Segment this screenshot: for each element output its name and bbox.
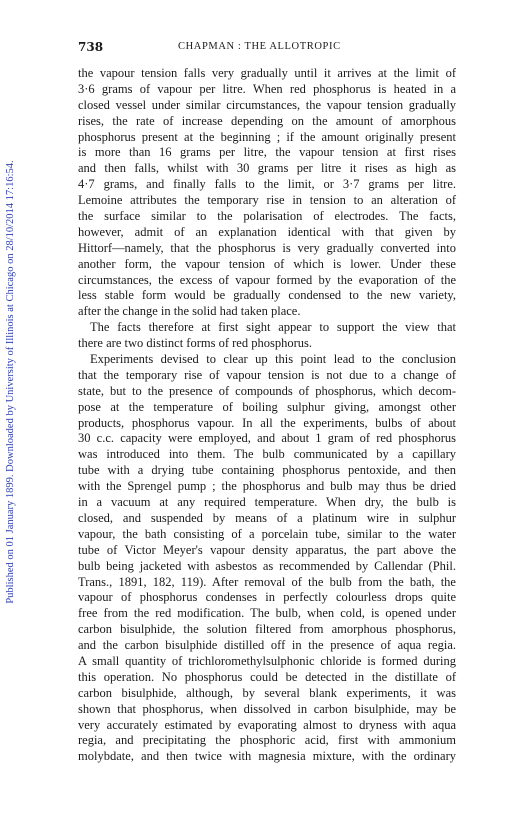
text-line: free from the red modification. The bulb, when cold, is opened under xyxy=(78,606,456,621)
text-line: however, admit of an explanation identical with that given by xyxy=(78,224,456,239)
page-header xyxy=(78,40,456,56)
text-line: and the carbon bisulphide distilled off in the presence of aqua regia. xyxy=(78,638,456,653)
text-line: molybdate, and then twice with magnesia mixture, with the ordinary xyxy=(78,749,456,764)
text-line: Hittorf—namely, that the phosphorus is very gradually converted into xyxy=(78,240,456,255)
text-line: 4·7 grams, and finally falls to the limit, or 3·7 grams per litre. xyxy=(78,177,456,192)
text-line: 30 c.c. capacity were employed, and about 1 gram of red phosphorus xyxy=(78,431,456,446)
paragraph-start-line: The facts therefore at first sight appear to support the view that xyxy=(90,320,456,335)
text-line: bulb being jacketed with asbestos as recommended by Callendar (Phil. xyxy=(78,558,456,573)
text-line: very accurately estimated by evaporating almost to dryness with aqua xyxy=(78,717,456,732)
text-line: closed vessel under similar circumstances, the vapour tension gradually xyxy=(78,97,456,112)
text-line: this operation. No phosphorus could be detected in the distillate of xyxy=(78,669,456,684)
text-line: that the temporary rise of vapour tension is not due to a change of xyxy=(78,367,456,382)
page-number: 738 xyxy=(78,40,104,54)
body-text xyxy=(78,66,456,765)
text-line: the surface similar to the polarisation of electrodes. The facts, xyxy=(78,209,456,224)
text-line: and then falls, whilst with 30 grams per litre it rises as high as xyxy=(78,161,456,176)
text-line: 3·6 grams of vapour per litre. When red phosphorus is heated in a xyxy=(78,81,456,96)
text-line: less stable form would be gradually condensed to the new variety, xyxy=(78,288,456,303)
text-line: shown that phosphorus, when dissolved in carbon bisulphide, may be xyxy=(78,701,456,716)
text-line: with the Sprengel pump ; the phosphorus and bulb may thus be dried xyxy=(78,479,456,494)
text-line: was introduced into them. The bulb communicated by a capillary xyxy=(78,447,456,462)
text-line: regia, and precipitating the phosphoric acid, first with ammonium xyxy=(78,733,456,748)
download-watermark xyxy=(4,62,18,702)
download-watermark-text: Published on 01 January 1899. Downloaded by University of Illinois at Chicago on 28/10/2014 17:16:54. xyxy=(5,160,16,604)
text-line: pose at the temperature of boiling sulphur giving, amongst other xyxy=(78,399,456,414)
text-line: there are two distinct forms of red phosphorus. xyxy=(78,336,312,351)
text-line: tube with a drying tube containing phosphorus pentoxide, and then xyxy=(78,463,456,478)
paragraph-start-line: Experiments devised to clear up this point lead to the conclusion xyxy=(90,352,456,367)
text-line: is more than 16 grams per litre, the vapour tension at first rises xyxy=(78,145,456,160)
text-line: products, phosphorus vapour. In all the experiments, bulbs of about xyxy=(78,415,456,430)
text-line: state, but to the presence of compounds of phosphorus, which decom- xyxy=(78,383,456,398)
text-line: closed, and suspended by means of a platinum wire in sulphur xyxy=(78,510,456,525)
text-line: vapour of phosphorus condenses in perfectly colourless drops quite xyxy=(78,590,456,605)
text-line: rises, the rate of increase depending on the amount of amorphous xyxy=(78,113,456,128)
text-line: carbon bisulphide, although, by several blank experiments, it was xyxy=(78,685,456,700)
text-line: phosphorus present at the beginning ; if the amount originally present xyxy=(78,129,456,144)
text-line: Trans., 1891, 182, 119). After removal of the bulb from the bath, the xyxy=(78,574,456,589)
text-line: tube of Victor Meyer's vapour density apparatus, the part above the xyxy=(78,542,456,557)
text-line: the vapour tension falls very gradually until it arrives at the limit of xyxy=(78,66,456,80)
text-line: circumstances, the excess of vapour formed by the evaporation of the xyxy=(78,272,456,287)
running-title: CHAPMAN : THE ALLOTROPIC xyxy=(178,41,341,52)
text-line: in a vacuum at any required temperature. When dry, the bulb is xyxy=(78,495,456,510)
text-line: after the change in the solid had taken place. xyxy=(78,304,301,319)
text-line: Lemoine attributes the temporary rise in tension to an alteration of xyxy=(78,193,456,208)
text-line: carbon bisulphide, the solution filtered from amorphous phosphorus, xyxy=(78,622,456,637)
text-line: vapour, the bath consisting of a porcelain tube, similar to the water xyxy=(78,526,456,541)
text-line: A small quantity of trichloromethylsulphonic chloride is formed during xyxy=(78,653,456,668)
text-line: another form, the vapour tension of which is lower. Under these xyxy=(78,256,456,271)
